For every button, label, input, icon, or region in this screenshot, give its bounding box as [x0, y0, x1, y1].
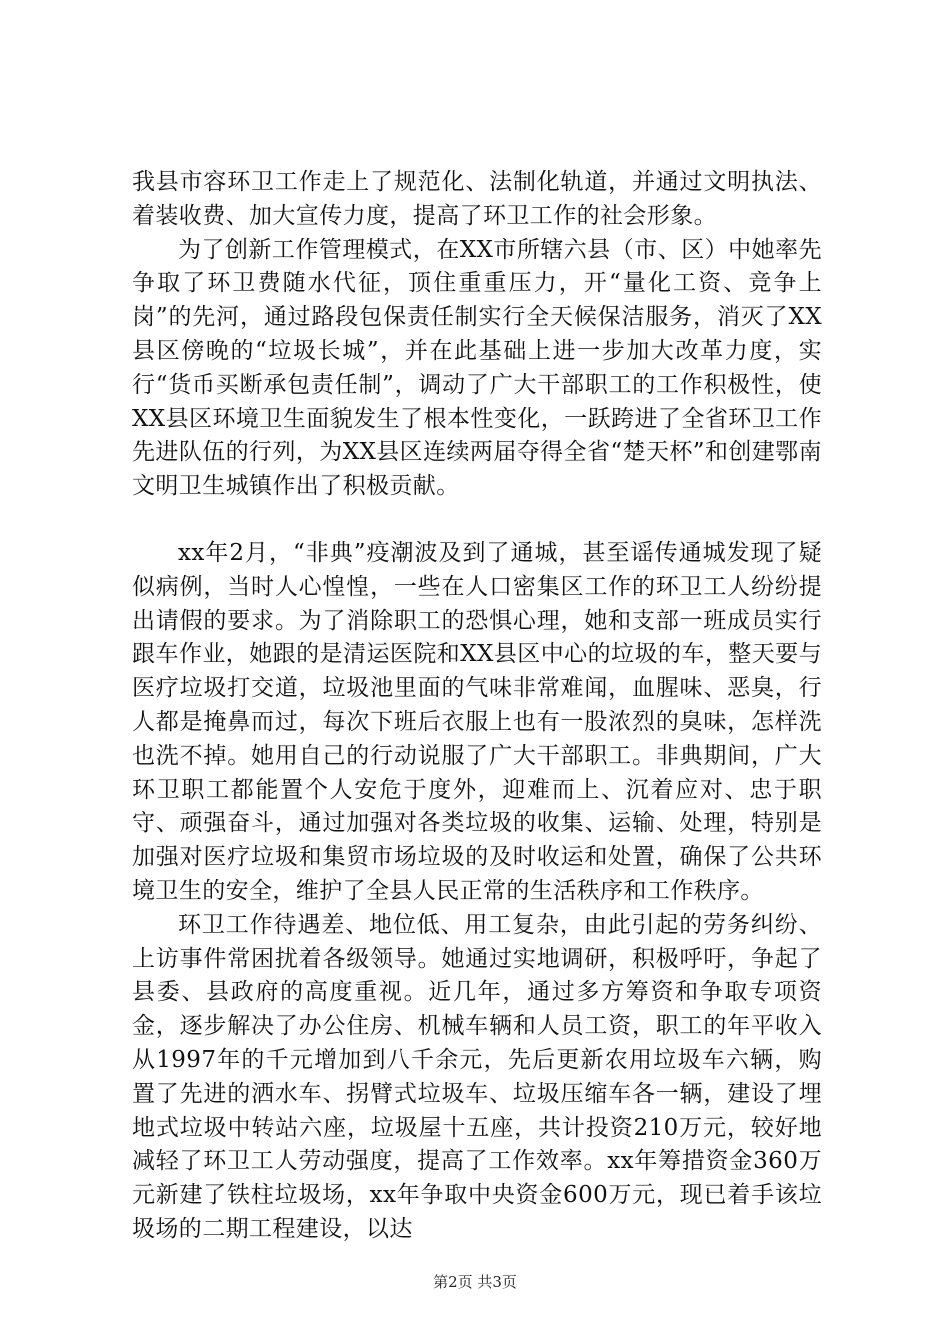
paragraph-1: 我县市容环卫工作走上了规范化、法制化轨道，并通过文明执法、着装收费、加大宣传力度，提高了环卫工作的社会形象。: [132, 169, 822, 229]
page-number-footer: 第2页 共3页: [433, 1273, 517, 1291]
paragraph-3: xx年2月，“非典”疫潮波及到了通城，甚至谣传通城发现了疑似病例，当时人心惶惶，一些在人口密集区工作的环卫工人纷纷提出请假的要求。为了消除职工的恐惧心理，她和支部一班成员实行跟车作业，她跟的是清运医院和XX县区中心的垃圾的车，整天要与医疗垃圾打交道，垃圾池里面的气味非常难闻，血腥味、恶臭，行人都是掩鼻而过，每次下班后衣服上也有一股浓烈的臭味，怎样洗也洗不掉。她用自己的行动说服了广大干部职工。非典期间，广大环卫职工都能置个人安危于度外，迎难而上、沉着应对、忠于职守、顽强奋斗，通过加强对各类垃圾的收集、运输、处理，特别是加强对医疗垃圾和集贸市场垃圾的及时收运和处置，确保了公共环境卫生的安全，维护了全县人民正常的生活秩序和工作秩序。: [132, 539, 822, 904]
paragraph-spacer: [132, 504, 822, 537]
document-body: [132, 166, 822, 1247]
paragraph-4: 环卫工作待遇差、地位低、用工复杂，由此引起的劳务纠纷、上访事件常困扰着各级领导。她通过实地调研，积极呼吁，争起了县委、县政府的高度重视。近几年，通过多方筹资和争取专项资金，逐步解决了办公住房、机械车辆和人员工资，职工的年平收入从1997年的千元增加到八千余元，先后更新农用垃圾车六辆，购置了先进的洒水车、拐臂式垃圾车、垃圾压缩车各一辆，建设了埋地式垃圾中转站六座，垃圾屋十五座，共计投资210万元，较好地减轻了环卫工人劳动强度，提高了工作效率。xx年筹措资金360万元新建了铁柱垃圾场，xx年争取中央资金600万元，现已着手该垃圾场的二期工程建设，以达: [132, 911, 822, 1242]
paragraph-2: 为了创新工作管理模式，在XX市所辖六县（市、区）中她率先争取了环卫费随水代征，顶住重重压力，开“量化工资、竞争上岗”的先河，通过路段包保责任制实行全天候保洁服务，消灭了XX县区傍晚的“垃圾长城”，并在此基础上进一步加大改革力度，实行“货币买断承包责任制”，调动了广大干部职工的工作积极性，使XX县区环境卫生面貌发生了根本性变化，一跃跨进了全省环卫工作先进队伍的行列，为XX县区连续两届夺得全省“楚天杯”和创建鄂南文明卫生城镇作出了积极贡献。: [132, 236, 822, 500]
